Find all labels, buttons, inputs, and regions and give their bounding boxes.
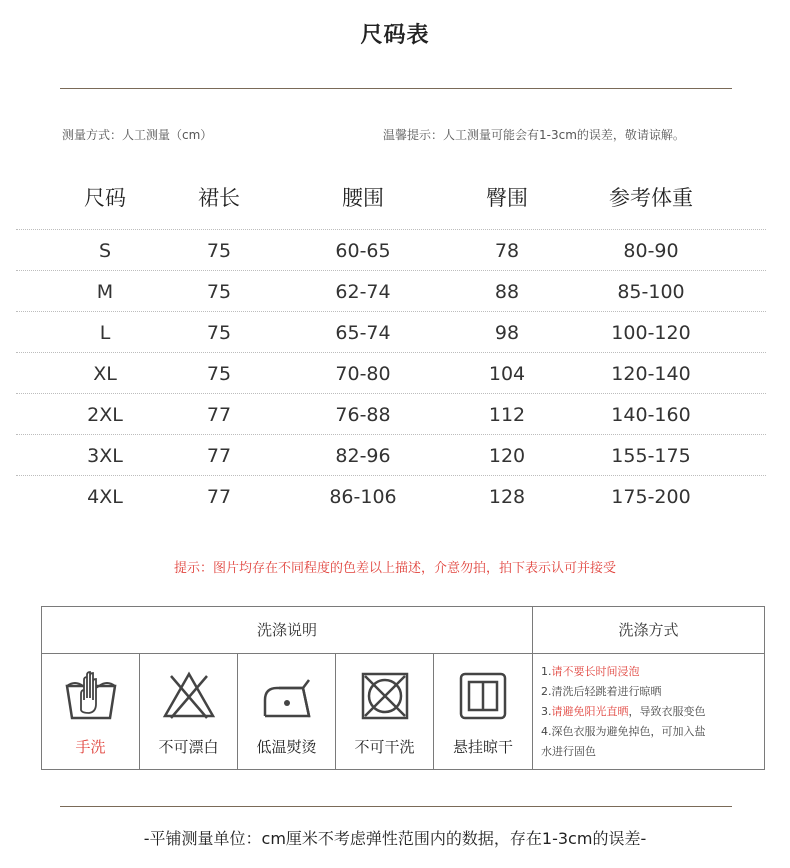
cell-skirt-length: 75 xyxy=(206,280,232,303)
cell-hip: 112 xyxy=(488,403,526,426)
care-item-hand-wash xyxy=(42,654,140,769)
care-label-no-bleach: 不可漂白 xyxy=(158,738,219,756)
bottom-divider xyxy=(60,806,732,807)
care-item-no-bleach xyxy=(140,654,238,769)
measure-method-note: 测量方式：人工测量（cm） xyxy=(62,128,213,142)
care-label-hang-dry: 悬挂晾干 xyxy=(452,738,513,756)
header-hip: 臀围 xyxy=(486,186,528,210)
no-dry-clean-icon xyxy=(357,666,413,724)
care-method-item: 2.清洗后轻跳着进行晾晒 xyxy=(541,685,662,698)
cell-weight: 155-175 xyxy=(611,444,691,467)
cell-weight: 120-140 xyxy=(611,362,691,385)
cell-hip: 88 xyxy=(494,280,520,303)
color-difference-tip: 提示：图片均存在不同程度的色差以上描述，介意勿拍，拍下表示认可并接受 xyxy=(173,561,616,576)
cell-waist: 60-65 xyxy=(335,239,391,262)
cell-weight: 175-200 xyxy=(611,485,691,508)
care-method-list xyxy=(533,654,764,762)
cell-size: 3XL xyxy=(87,444,123,467)
size-table-header xyxy=(16,178,766,230)
cell-weight: 85-100 xyxy=(617,280,685,303)
no-bleach-icon xyxy=(161,666,217,724)
cell-size: M xyxy=(96,280,114,303)
table-row xyxy=(16,394,766,435)
hand-wash-icon xyxy=(63,666,119,724)
header-weight: 参考体重 xyxy=(609,186,693,210)
cell-waist: 82-96 xyxy=(335,444,391,467)
cell-weight: 80-90 xyxy=(623,239,679,262)
table-row xyxy=(16,230,766,271)
care-item-no-dry-clean xyxy=(336,654,434,769)
cell-size: S xyxy=(98,239,112,262)
warm-tip-note: 温馨提示：人工测量可能会有1-3cm的误差，敬请谅解。 xyxy=(383,128,685,142)
care-method xyxy=(533,607,764,769)
table-row xyxy=(16,312,766,353)
footer-note: -平铺测量单位：cm厘米不考虑弹性范围内的数据，存在1-3cm的误差- xyxy=(143,829,647,848)
cell-skirt-length: 75 xyxy=(206,362,232,385)
cell-skirt-length: 77 xyxy=(206,403,232,426)
page-title: 尺码表 xyxy=(360,23,430,48)
cell-skirt-length: 77 xyxy=(206,485,232,508)
cell-skirt-length: 75 xyxy=(206,321,232,344)
cell-hip: 98 xyxy=(494,321,520,344)
cell-weight: 140-160 xyxy=(611,403,691,426)
header-skirt-length: 裙长 xyxy=(198,186,240,210)
care-instructions-title: 洗涤说明 xyxy=(42,607,532,654)
cell-size: XL xyxy=(93,362,117,385)
care-box xyxy=(41,606,765,770)
header-waist: 腰围 xyxy=(342,186,384,210)
care-method-item: 1.请不要长时间浸泡 xyxy=(541,665,640,678)
cell-hip: 120 xyxy=(488,444,526,467)
low-iron-icon xyxy=(259,666,315,724)
care-label-low-iron: 低温熨烫 xyxy=(256,738,317,756)
care-method-title: 洗涤方式 xyxy=(533,607,764,654)
care-label-hand-wash: 手洗 xyxy=(75,738,106,756)
cell-size: 2XL xyxy=(87,403,123,426)
header-size: 尺码 xyxy=(84,186,126,210)
cell-waist: 65-74 xyxy=(335,321,391,344)
care-item-hang-dry xyxy=(434,654,532,769)
cell-size: 4XL xyxy=(87,485,123,508)
top-divider xyxy=(60,88,732,89)
cell-skirt-length: 77 xyxy=(206,444,232,467)
care-method-item-continued: 水进行固色 xyxy=(541,745,596,758)
table-row xyxy=(16,353,766,394)
size-table xyxy=(16,178,766,517)
cell-waist: 62-74 xyxy=(335,280,391,303)
cell-waist: 70-80 xyxy=(335,362,391,385)
cell-skirt-length: 75 xyxy=(206,239,232,262)
cell-size: L xyxy=(99,321,111,344)
care-item-low-iron xyxy=(238,654,336,769)
cell-hip: 128 xyxy=(488,485,526,508)
care-instructions xyxy=(42,607,533,769)
table-row xyxy=(16,476,766,517)
care-method-item: 3.请避免阳光直晒，导致衣服变色 xyxy=(541,705,706,718)
cell-weight: 100-120 xyxy=(611,321,691,344)
cell-waist: 76-88 xyxy=(335,403,391,426)
table-row xyxy=(16,435,766,476)
cell-waist: 86-106 xyxy=(329,485,397,508)
care-label-no-dry-clean: 不可干洗 xyxy=(354,738,415,756)
cell-hip: 104 xyxy=(488,362,526,385)
care-method-item: 4.深色衣服为避免掉色，可加入盐 xyxy=(541,725,706,738)
cell-hip: 78 xyxy=(494,239,520,262)
care-icons xyxy=(42,654,532,769)
hang-dry-icon xyxy=(455,666,511,724)
table-row xyxy=(16,271,766,312)
